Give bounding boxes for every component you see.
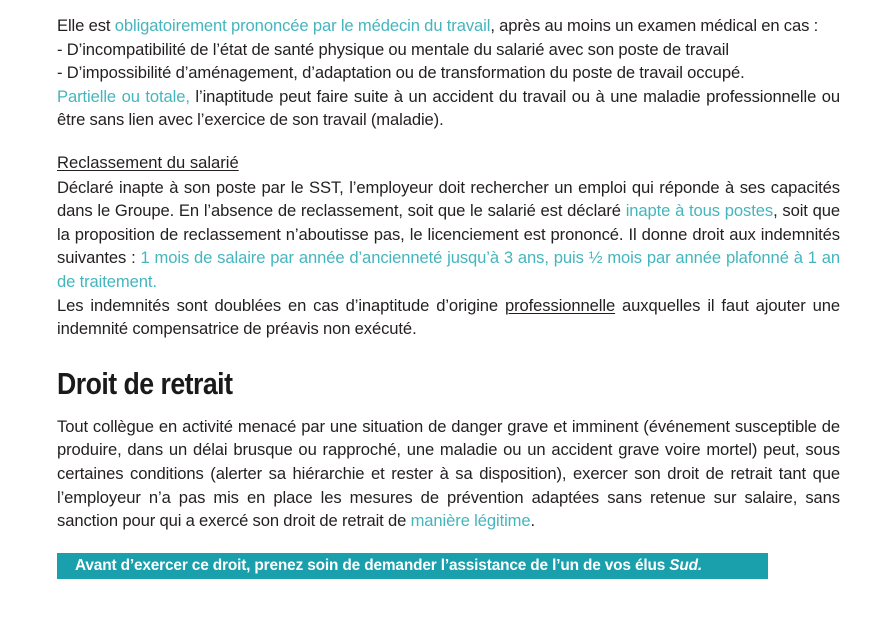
paragraph-partielle-ou-totale xyxy=(57,85,840,132)
paragraph-droit-de-retrait-body xyxy=(57,415,840,533)
callout-text: Avant d’exercer ce droit, prenez soin de demander l’assistance de l’un de vos élus xyxy=(75,556,670,574)
text-run: , soit que la proposition de reclassement n’aboutisse pas, le licenciement est prononcé. Il donne droit aux indemnités suivantes : xyxy=(57,201,840,268)
text-run: auxquelles il faut ajouter une indemnité compensatrice de préavis non exécuté. xyxy=(57,295,840,339)
text-run: Les indemnités sont doublées en cas d’inaptitude d’origine xyxy=(57,295,505,315)
text-run: . xyxy=(530,511,536,531)
bullet-text: - D’impossibilité d’aménagement, d’adaptation ou de transformation du poste de travail occupé. xyxy=(57,63,745,83)
subheading-reclassement-wrapper xyxy=(57,151,840,175)
text-run: , après au moins un examen médical en cas : xyxy=(490,16,819,35)
accent-text-maniere-legitime: manière légitime xyxy=(410,511,531,531)
paragraph-inaptitude-declaration xyxy=(57,14,840,38)
callout-banner-assistance-elus xyxy=(57,553,768,579)
callout-signature-sud: Sud. xyxy=(669,556,703,574)
accent-text-inapte-a-tous-postes: inapte à tous postes xyxy=(625,201,774,221)
accent-text-medecin-du-travail: obligatoirement prononcée par le médecin du travail xyxy=(114,16,491,35)
list-item-incompatibilite xyxy=(57,38,840,62)
callout-wrapper xyxy=(57,553,840,579)
bullet-text: - D’incompatibilité de l’état de santé physique ou mentale du salarié avec son poste de travail xyxy=(57,39,729,59)
accent-text-partielle-ou-totale: Partielle ou totale, xyxy=(57,86,190,106)
text-run: l’inaptitude peut faire suite à un accident du travail ou à une maladie professionnelle ou être sans lien avec l’exercice de son travail (maladie). xyxy=(57,86,840,130)
accent-text-indemnites-detail: 1 mois de salaire par année d’ancienneté jusqu’à 3 ans, puis ½ mois par année plafonné à 1 an de traitement. xyxy=(57,248,840,291)
subheading-reclassement-du-salarie: Reclassement du salarié xyxy=(57,152,239,172)
paragraph-indemnites-doublees xyxy=(57,294,840,341)
text-run: Tout collègue en activité menacé par une situation de danger grave et imminent (événement susceptible de produire, dans un délai brusque ou rapproché, une maladie ou un accident grave voire mortel) peut, sous certaines conditions (alerter sa hiérarchie et rester à sa disposition), exercer son droit de retrait tant que l’employeur n’a pas mis en place les mesures de prévention adaptées sans retenue sur salaire, sans sanction pour qui a exercé son droit de retrait de xyxy=(57,416,840,531)
section-title-droit-de-retrait: Droit de retrait xyxy=(57,365,233,401)
paragraph-reclassement-procedure xyxy=(57,176,840,294)
section-title-wrapper xyxy=(57,367,840,401)
text-run: Elle est xyxy=(57,16,115,35)
list-item-impossibilite xyxy=(57,61,840,85)
underlined-text-professionnelle: professionnelle xyxy=(504,295,616,315)
text-run: Déclaré inapte à son poste par le SST, l’employeur doit rechercher un emploi qui réponde à ses capacités dans le Groupe. En l’absence de reclassement, soit que le salarié est déclaré xyxy=(57,177,840,221)
